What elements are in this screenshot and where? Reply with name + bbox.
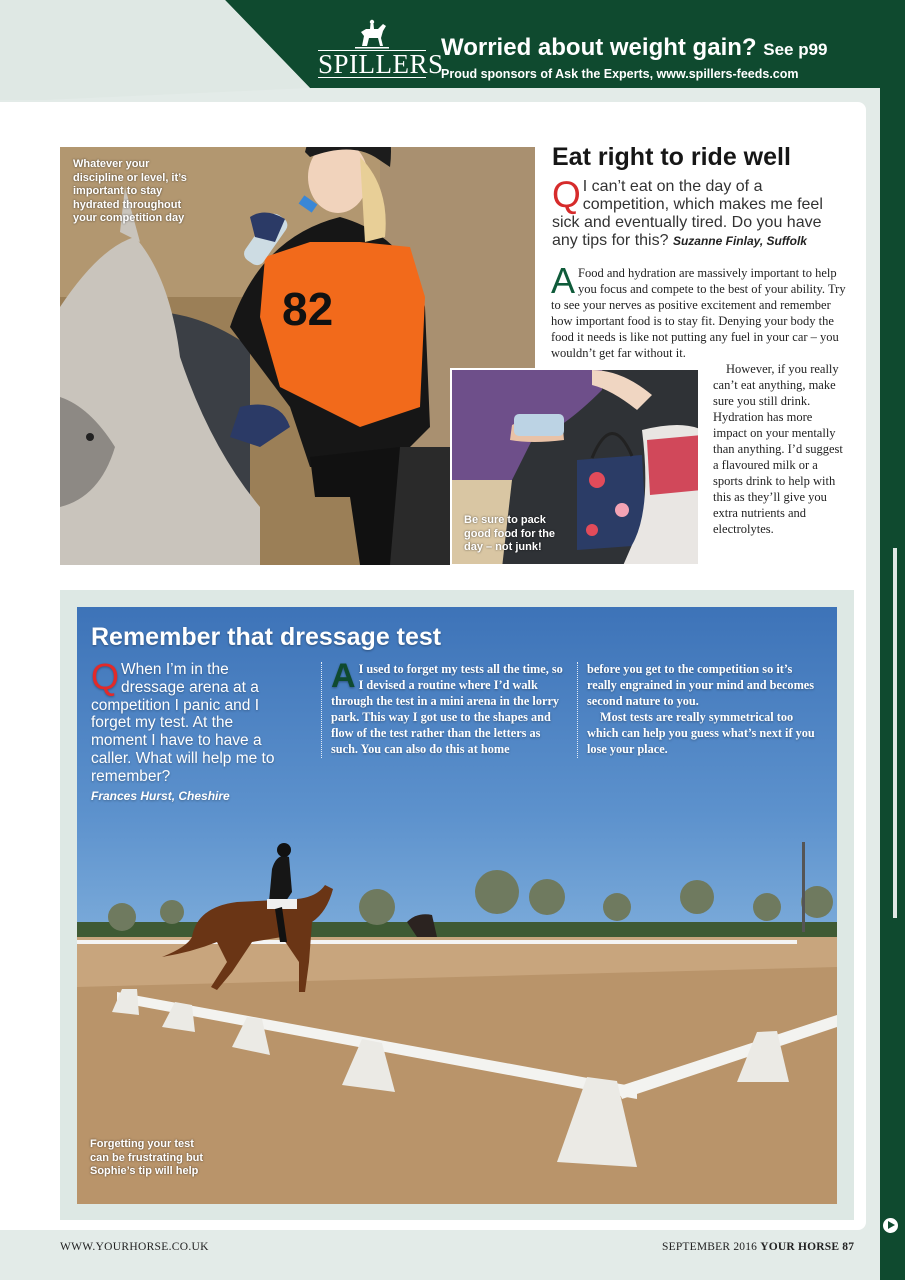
headline-page-ref[interactable]: See p99 xyxy=(763,40,828,59)
brand-wordmark: SPILLERS xyxy=(318,49,444,79)
article2-title: Remember that dressage test xyxy=(91,623,442,651)
footer-issue-date: SEPTEMBER 2016 xyxy=(662,1241,758,1253)
question-author: Suzanne Finlay, Suffolk xyxy=(672,234,807,248)
question-mark: Q xyxy=(91,656,120,697)
food-bag-caption: Be sure to pack good food for the day – not junk! xyxy=(464,514,556,554)
question-mark: Q xyxy=(552,174,581,215)
bib-number: 82 xyxy=(282,283,334,335)
article2-answer-column-1 xyxy=(331,657,569,757)
answer-mark: A xyxy=(331,657,356,695)
article1-title: Eat right to ride well xyxy=(552,143,791,171)
article1-answer xyxy=(551,260,849,537)
answer-text: I used to forget my tests all the time, so I devised a routine where I’d walk through the test in a mini arena in the lorry park. This way I got use to the shapes and flow of the test rather than the letters as such. You can also do this at home xyxy=(331,662,563,756)
footer-website[interactable]: WWW.YOURHORSE.CO.UK xyxy=(60,1241,209,1253)
article2-question xyxy=(91,656,291,805)
question-text: When I’m in the dressage arena at a competition I panic and I forget my test. At the moment I have to have a caller. What will help me to remember? xyxy=(91,661,275,785)
column-divider xyxy=(321,662,322,758)
question-author: Frances Hurst, Cheshire xyxy=(91,788,230,803)
column-divider xyxy=(577,662,578,758)
footer-magazine: YOUR HORSE xyxy=(760,1241,840,1253)
answer-wrap-column xyxy=(713,361,849,537)
footer-issue-info xyxy=(662,1241,854,1253)
headline-text: Worried about weight gain? xyxy=(441,34,757,61)
horse-rider-icon xyxy=(352,18,392,50)
rider-photo-caption: Whatever your discipline or level, it’s important to stay hydrated throughout your competition day xyxy=(73,158,187,225)
banner-subline: Proud sponsors of Ask the Experts, www.spillers-feeds.com xyxy=(441,67,799,81)
scroll-indicator[interactable] xyxy=(893,548,897,918)
answer-continuation: before you get to the competition so it’s really engrained in your mind and becomes second nature to you. xyxy=(587,662,815,708)
spillers-logo xyxy=(318,18,444,82)
article2-answer-column-2 xyxy=(587,661,823,757)
article1-question xyxy=(552,174,842,250)
next-page-arrow-icon[interactable] xyxy=(883,1218,898,1233)
question-text: I can’t eat on the day of a competition, which makes me feel sick and eventually tired. Do you have any tips for this? xyxy=(552,178,823,249)
answer-paragraph-2: However, if you really can’t eat anything, make sure you still drink. Hydration has more impact on your mentally than anything. I’d suggest a flavoured milk or a sports drink to help with this as they’ll give you extra nutrients and electrolytes. xyxy=(713,362,843,536)
footer-page-number: 87 xyxy=(842,1241,855,1253)
answer-paragraph-1: Food and hydration are massively important to help you focus and compete to the best of your ability. Try to see your nerves as positive excitement and remember how important food is to stay fit. Denying your body the food it needs is like not putting any fuel in your car – you wouldn’t get far without it. xyxy=(551,266,846,360)
answer-mark: A xyxy=(551,260,576,301)
dressage-photo-caption: Forgetting your test can be frustrating but Sophie’s tip will help xyxy=(90,1138,204,1178)
banner-headline xyxy=(441,34,828,62)
answer-paragraph-2: Most tests are really symmetrical too which can help you guess what’s next if you lose your place. xyxy=(587,710,815,756)
